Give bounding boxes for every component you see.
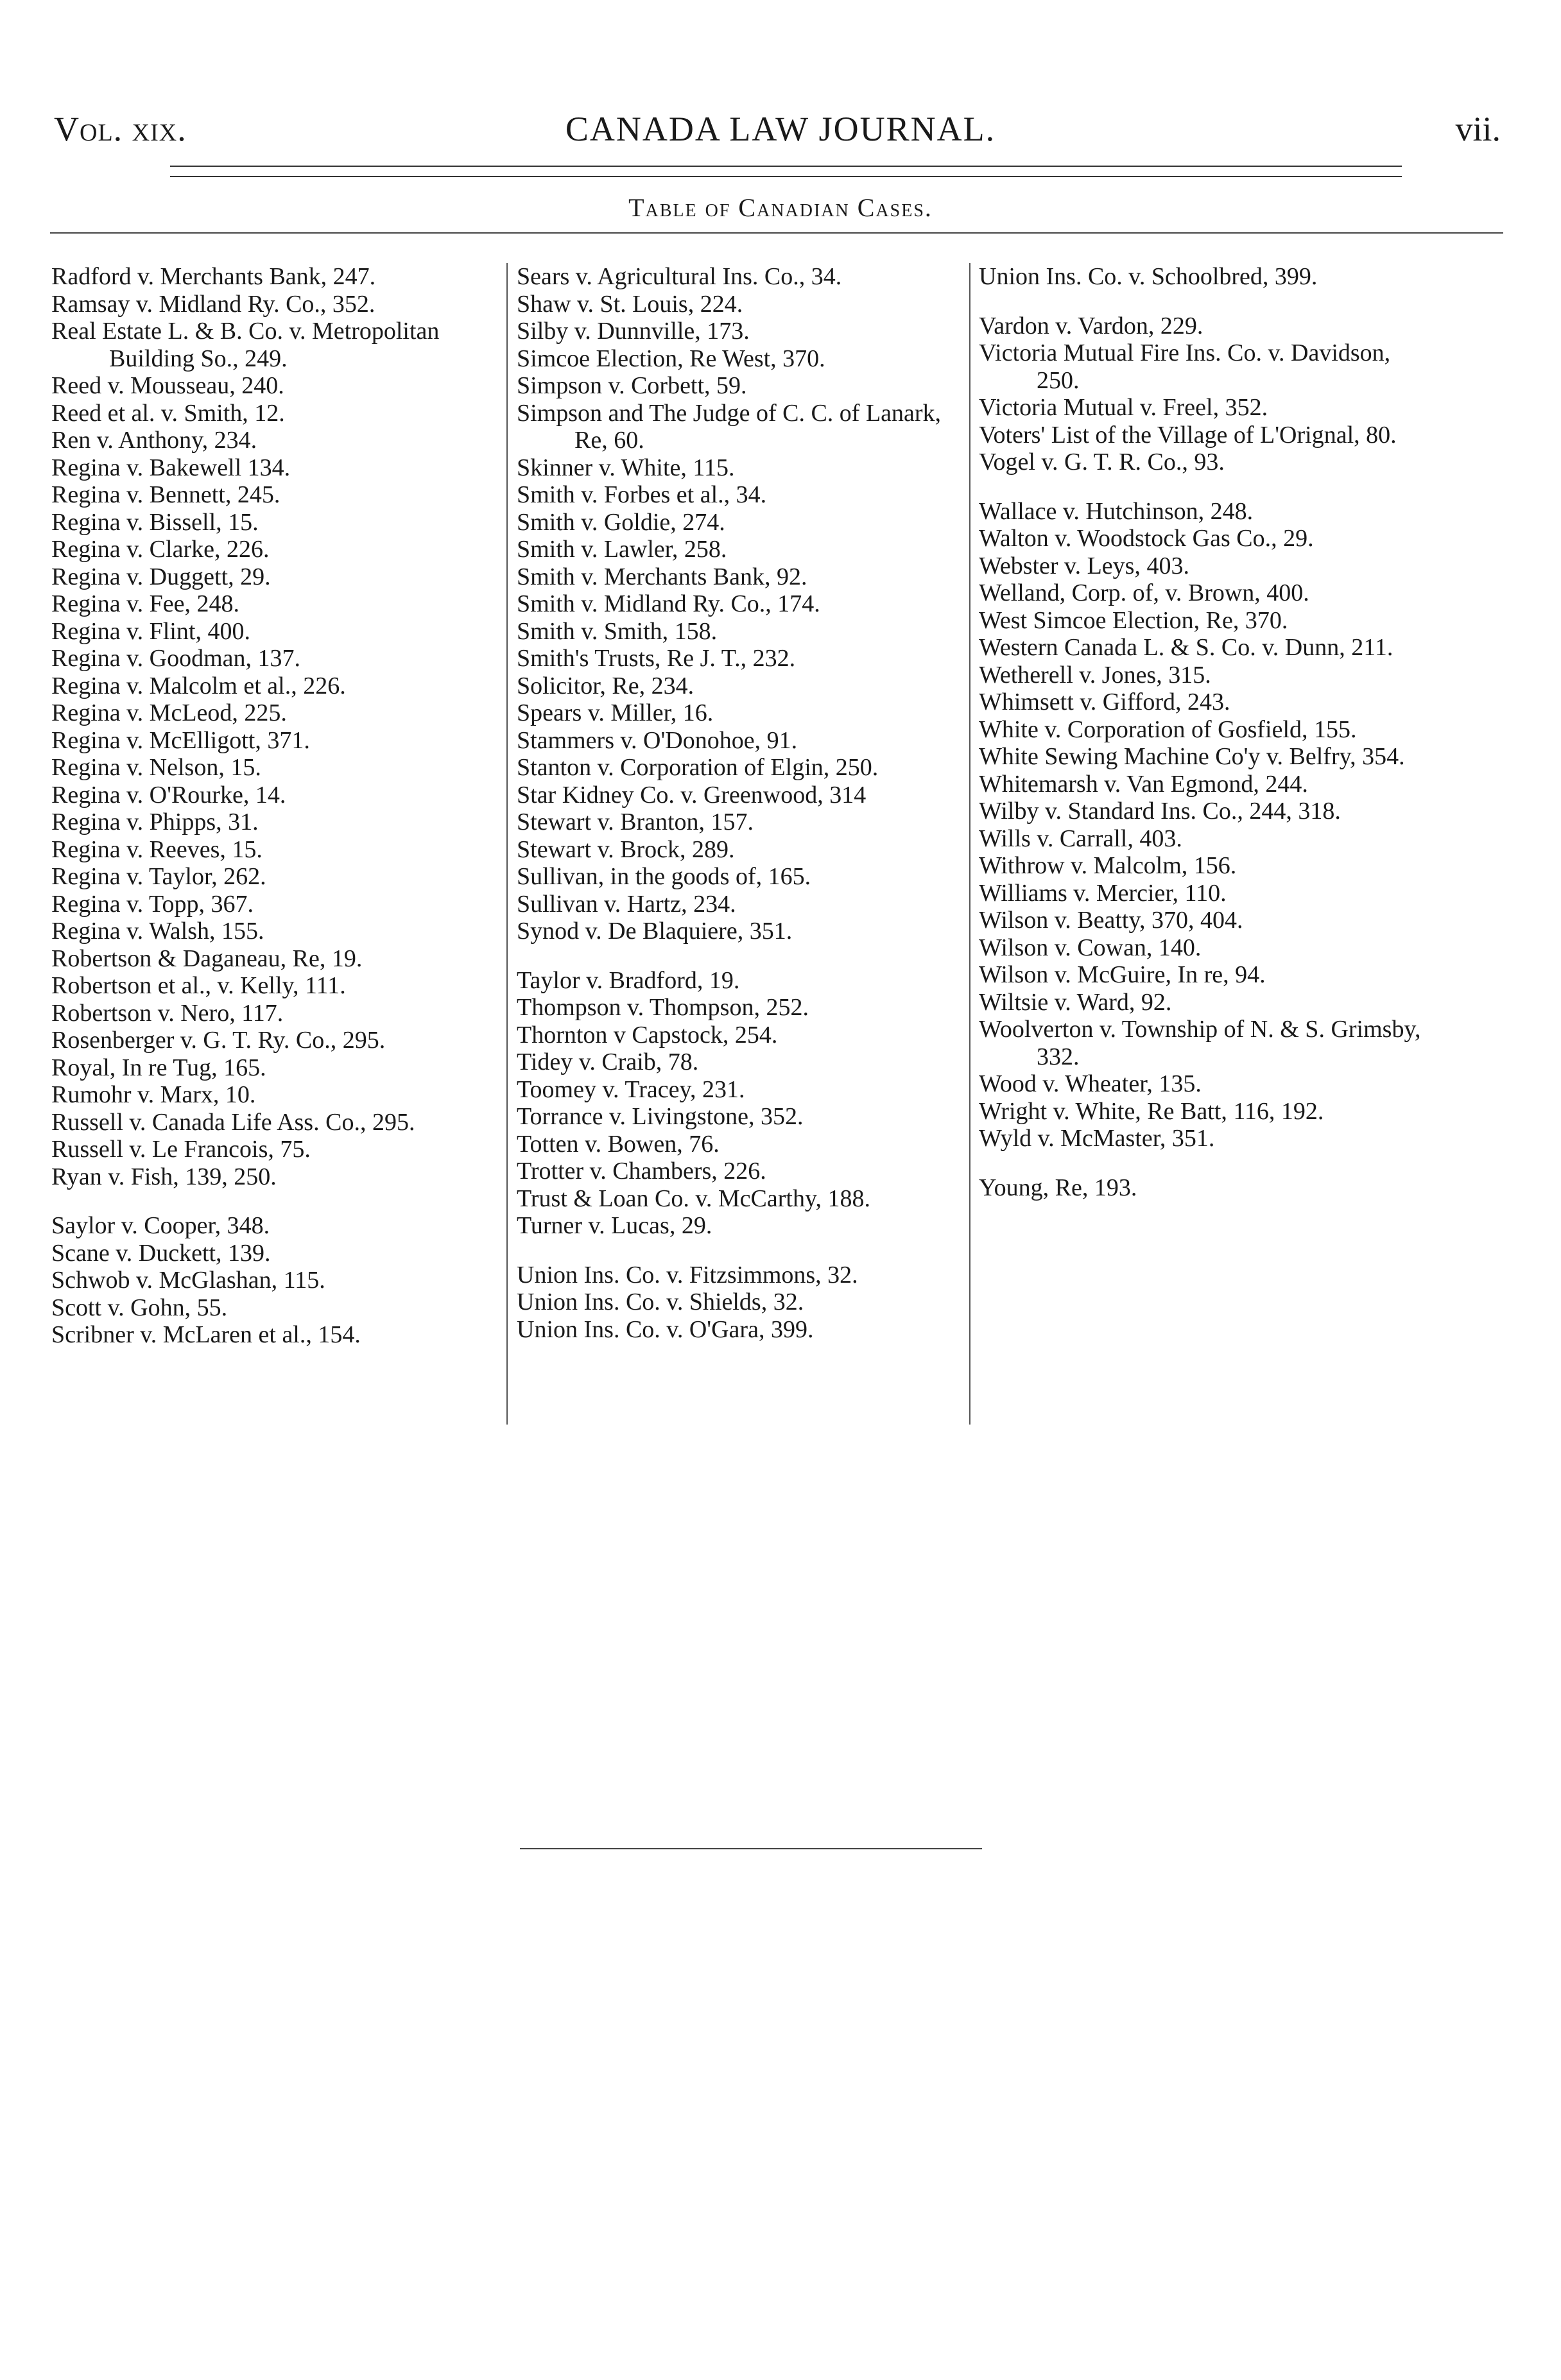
case-entry: Real Estate L. & B. Co. v. Metropolitan Building So., 249. <box>51 318 440 372</box>
case-entry: West Simcoe Election, Re, 370. <box>979 606 1288 634</box>
case-entry: Robertson v. Nero, 117. <box>51 999 284 1027</box>
case-entry: Wilby v. Standard Ins. Co., 244, 318. <box>979 798 1341 825</box>
case-entry: Stewart v. Brock, 289. <box>517 835 735 863</box>
case-entry: Toomey v. Tracey, 231. <box>517 1075 745 1103</box>
case-entry: Regina v. Topp, 367. <box>51 890 254 918</box>
case-entry: Scott v. Gohn, 55. <box>51 1294 228 1321</box>
case-entry: Robertson & Daganeau, Re, 19. <box>51 945 363 972</box>
case-entry: Whimsett v. Gifford, 243. <box>979 689 1230 715</box>
case-entry: Wills v. Carrall, 403. <box>979 825 1182 852</box>
case-entry: Wilson v. Cowan, 140. <box>979 934 1202 961</box>
letter-group-gap <box>517 1240 960 1262</box>
case-entry: Regina v. Bennett, 245. <box>51 481 280 508</box>
case-entry: Trotter v. Chambers, 226. <box>517 1158 766 1185</box>
case-entry: Sears v. Agricultural Ins. Co., 34. <box>517 263 842 290</box>
case-entry: Simcoe Election, Re West, 370. <box>517 345 825 372</box>
case-entry: Regina v. Flint, 400. <box>51 617 250 645</box>
letter-group-gap <box>979 291 1428 312</box>
case-entry: Williams v. Mercier, 110. <box>979 879 1227 907</box>
case-entry: Withrow v. Malcolm, 156. <box>979 852 1237 879</box>
case-entry: Sullivan v. Hartz, 234. <box>517 890 736 918</box>
case-entry: Star Kidney Co. v. Greenwood, 314 <box>517 781 867 809</box>
case-entry: Regina v. Fee, 248. <box>51 590 240 617</box>
case-entry: Regina v. Goodman, 137. <box>51 645 301 672</box>
case-entry: Woolverton v. Township of N. & S. Grimsby, 332. <box>979 1016 1421 1070</box>
case-entry: Reed et al. v. Smith, 12. <box>51 399 285 427</box>
letter-group-gap <box>51 1190 494 1212</box>
case-entry: Regina v. McElligott, 371. <box>51 726 310 754</box>
column-divider <box>506 263 508 1425</box>
case-entry: Wilson v. McGuire, In re, 94. <box>979 961 1266 988</box>
case-entry: Saylor v. Cooper, 348. <box>51 1212 270 1239</box>
case-entry: Silby v. Dunnville, 173. <box>517 318 750 345</box>
letter-group-gap <box>979 1152 1428 1174</box>
case-entry: Wallace v. Hutchinson, 248. <box>979 497 1254 525</box>
case-entry: White Sewing Machine Co'y v. Belfry, 354. <box>979 743 1405 770</box>
case-entry: Welland, Corp. of, v. Brown, 400. <box>979 579 1309 606</box>
case-entry: Smith v. Midland Ry. Co., 174. <box>517 590 820 617</box>
case-entry: Stanton v. Corporation of Elgin, 250. <box>517 754 879 781</box>
case-entry: Young, Re, 193. <box>979 1174 1137 1201</box>
case-entry: Union Ins. Co. v. Shields, 32. <box>517 1288 804 1315</box>
case-entry: Solicitor, Re, 234. <box>517 672 694 699</box>
case-entry: Rosenberger v. G. T. Ry. Co., 295. <box>51 1027 386 1054</box>
case-entry: Regina v. Taylor, 262. <box>51 863 266 890</box>
case-entry: Radford v. Merchants Bank, 247. <box>51 263 376 290</box>
case-entry: Union Ins. Co. v. Schoolbred, 399. <box>979 263 1318 290</box>
case-entry: Ryan v. Fish, 139, 250. <box>51 1163 277 1190</box>
case-entry: Smith v. Lawler, 258. <box>517 536 727 563</box>
case-entry: Smith's Trusts, Re J. T., 232. <box>517 645 796 672</box>
case-entry: Skinner v. White, 115. <box>517 454 735 481</box>
case-entry: Simpson v. Corbett, 59. <box>517 372 747 399</box>
case-column-3 <box>979 263 1428 1201</box>
case-entry: Regina v. Bakewell 134. <box>51 454 291 481</box>
case-entry: Robertson et al., v. Kelly, 111. <box>51 972 346 999</box>
case-column-1 <box>51 263 494 1349</box>
case-entry: Regina v. Walsh, 155. <box>51 918 264 945</box>
case-entry: Victoria Mutual Fire Ins. Co. v. Davidson, 250. <box>979 339 1391 394</box>
case-entry: Stewart v. Branton, 157. <box>517 809 754 835</box>
case-entry: Victoria Mutual v. Freel, 352. <box>979 394 1268 421</box>
case-entry: Russell v. Canada Life Ass. Co., 295. <box>51 1108 415 1136</box>
case-entry: Ren v. Anthony, 234. <box>51 427 257 454</box>
case-entry: Schwob v. McGlashan, 115. <box>51 1267 325 1294</box>
case-entry: Scribner v. McLaren et al., 154. <box>51 1321 361 1348</box>
case-entry: Smith v. Forbes et al., 34. <box>517 481 767 508</box>
case-entry: Simpson and The Judge of C. C. of Lanark, Re, 60. <box>517 399 942 454</box>
case-entry: Western Canada L. & S. Co. v. Dunn, 211. <box>979 634 1393 661</box>
case-entry: Vardon v. Vardon, 229. <box>979 312 1203 339</box>
case-column-2 <box>517 263 960 1343</box>
case-entry: Whitemarsh v. Van Egmond, 244. <box>979 770 1308 798</box>
footer-rule <box>520 1848 982 1849</box>
case-entry: Regina v. O'Rourke, 14. <box>51 781 286 809</box>
case-entry: Tidey v. Craib, 78. <box>517 1049 699 1075</box>
letter-group-gap <box>517 945 960 967</box>
case-entry: Reed v. Mousseau, 240. <box>51 372 284 399</box>
case-entry: Taylor v. Bradford, 19. <box>517 966 740 994</box>
page-number: vii. <box>1455 110 1501 148</box>
case-entry: Ramsay v. Midland Ry. Co., 352. <box>51 290 375 318</box>
case-entry: Smith v. Smith, 158. <box>517 617 718 645</box>
case-entry: Regina v. Phipps, 31. <box>51 809 259 835</box>
case-entry: Sullivan, in the goods of, 165. <box>517 863 811 890</box>
case-entry: Smith v. Merchants Bank, 92. <box>517 563 807 590</box>
column-divider <box>969 263 970 1425</box>
case-entry: Regina v. Malcolm et al., 226. <box>51 672 346 699</box>
case-entry: Totten v. Bowen, 76. <box>517 1130 720 1158</box>
header-double-rule <box>170 166 1402 177</box>
letter-group-gap <box>979 476 1428 498</box>
case-entry: Regina v. Reeves, 15. <box>51 835 263 863</box>
case-entry: Wilson v. Beatty, 370, 404. <box>979 907 1243 934</box>
case-entry: Synod v. De Blaquiere, 351. <box>517 918 793 945</box>
case-entry: Regina v. Nelson, 15. <box>51 754 261 781</box>
case-entry: Wetherell v. Jones, 315. <box>979 661 1211 689</box>
case-entry: Regina v. Bissell, 15. <box>51 508 259 536</box>
case-entry: Royal, In re Tug, 165. <box>51 1054 266 1081</box>
case-entry: Wright v. White, Re Batt, 116, 192. <box>979 1097 1324 1125</box>
section-rule <box>50 232 1503 234</box>
section-title: Table of Canadian Cases. <box>628 193 933 222</box>
case-entry: Trust & Loan Co. v. McCarthy, 188. <box>517 1185 870 1212</box>
case-entry: Turner v. Lucas, 29. <box>517 1212 712 1239</box>
case-entry: Spears v. Miller, 16. <box>517 699 714 726</box>
running-header <box>51 109 1510 154</box>
case-entry: Shaw v. St. Louis, 224. <box>517 290 743 318</box>
case-entry: Thompson v. Thompson, 252. <box>517 994 809 1021</box>
case-entry: Union Ins. Co. v. O'Gara, 399. <box>517 1315 814 1343</box>
case-entry: White v. Corporation of Gosfield, 155. <box>979 715 1357 743</box>
case-entry: Walton v. Woodstock Gas Co., 29. <box>979 525 1314 552</box>
case-entry: Regina v. Clarke, 226. <box>51 536 270 563</box>
case-entry: Wiltsie v. Ward, 92. <box>979 988 1172 1016</box>
case-entry: Thornton v Capstock, 254. <box>517 1021 778 1049</box>
case-entry: Russell v. Le Francois, 75. <box>51 1136 311 1163</box>
journal-title: CANADA LAW JOURNAL. <box>565 110 996 148</box>
case-entry: Scane v. Duckett, 139. <box>51 1239 271 1267</box>
volume-number: Vol. xix. <box>54 110 187 148</box>
case-index <box>51 263 1451 1437</box>
case-entry: Wood v. Wheater, 135. <box>979 1070 1202 1097</box>
case-entry: Smith v. Goldie, 274. <box>517 508 725 536</box>
case-entry: Vogel v. G. T. R. Co., 93. <box>979 449 1225 475</box>
case-entry: Stammers v. O'Donohoe, 91. <box>517 726 798 754</box>
case-entry: Webster v. Leys, 403. <box>979 552 1189 579</box>
case-entry: Union Ins. Co. v. Fitzsimmons, 32. <box>517 1261 858 1288</box>
case-entry: Rumohr v. Marx, 10. <box>51 1081 256 1108</box>
case-entry: Regina v. Duggett, 29. <box>51 563 271 590</box>
case-entry: Wyld v. McMaster, 351. <box>979 1125 1215 1152</box>
case-entry: Voters' List of the Village of L'Orignal, 80. <box>979 421 1397 449</box>
case-entry: Torrance v. Livingstone, 352. <box>517 1103 804 1130</box>
case-entry: Regina v. McLeod, 225. <box>51 699 287 726</box>
